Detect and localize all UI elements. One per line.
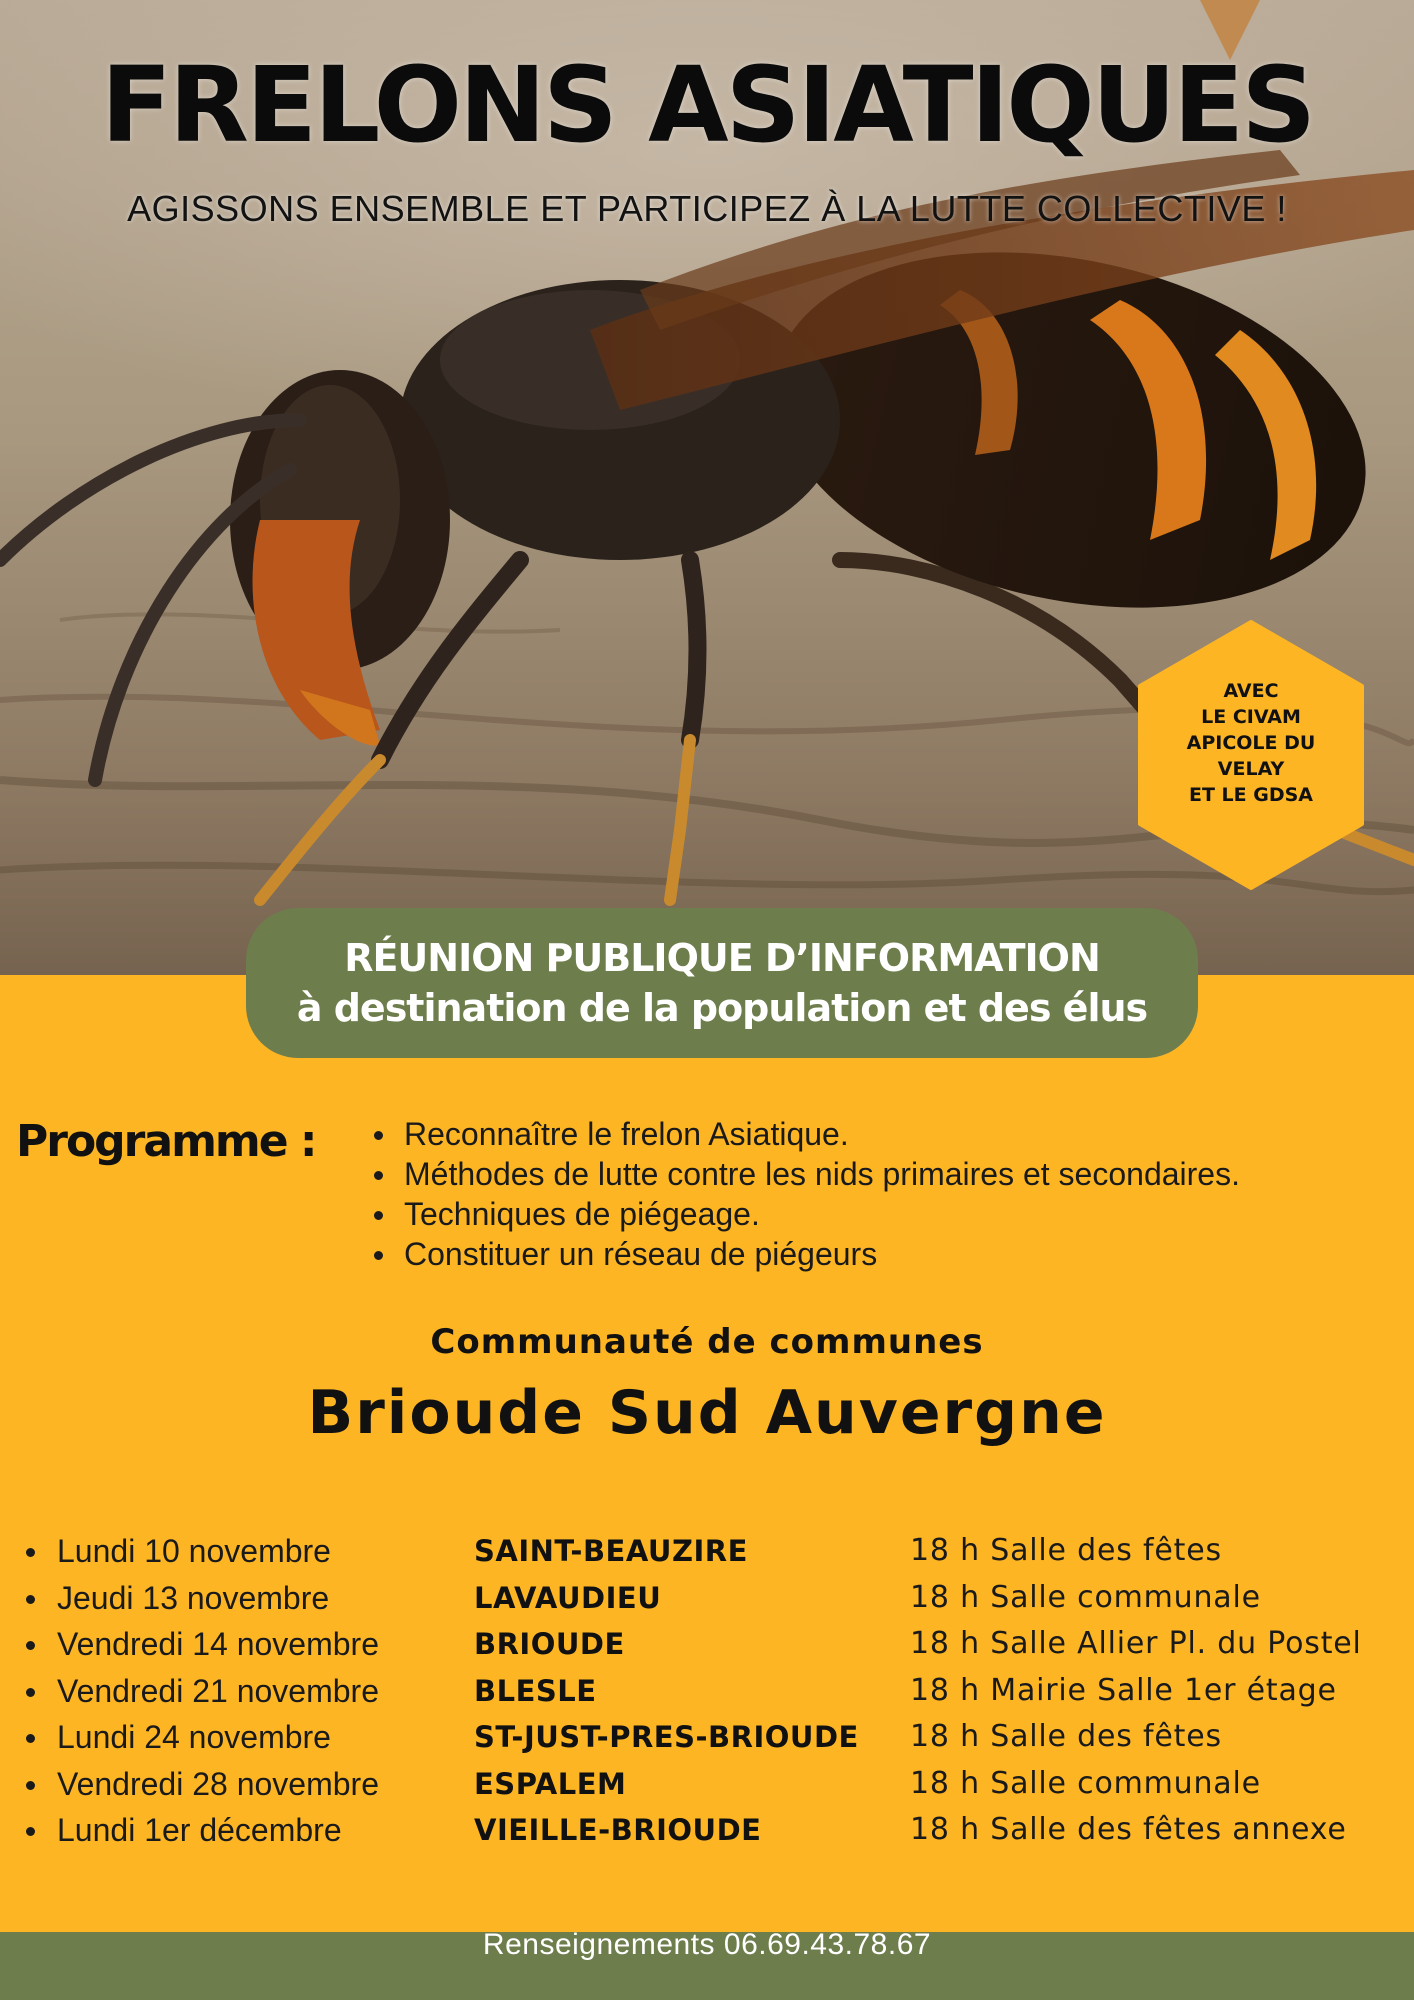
schedule-town: BRIOUDE: [474, 1627, 625, 1661]
schedule-date: Lundi 24 novembre: [57, 1719, 331, 1755]
programme-label: Programme :: [16, 1116, 316, 1167]
schedule-town: VIEILLE-BRIOUDE: [474, 1813, 762, 1847]
schedule-date: Vendredi 21 novembre: [57, 1672, 379, 1709]
programme-item: Méthodes de lutte contre les nids primaires et secondaires.: [370, 1154, 1240, 1194]
schedule-town: SAINT-BEAUZIRE: [474, 1534, 748, 1568]
schedule-date: Lundi 10 novembre: [57, 1533, 331, 1569]
banner-heading: RÉUNION PUBLIQUE D’INFORMATION: [344, 936, 1100, 980]
programme-item: Techniques de piégeage.: [370, 1194, 1240, 1234]
schedule-town: ESPALEM: [474, 1766, 627, 1801]
schedule-time-place: 18 h Salle des fêtes: [910, 1533, 1222, 1568]
schedule-town: BLESLE: [474, 1673, 597, 1708]
meeting-banner: [246, 908, 1198, 1058]
organizer-label: Communauté de communes: [430, 1322, 984, 1362]
poster-title: FRELONS ASIATIQUES: [100, 44, 1314, 166]
schedule-time-place: 18 h Salle communale: [910, 1765, 1261, 1801]
partner-badge: [1136, 678, 1366, 808]
poster-subtitle: AGISSONS ENSEMBLE ET PARTICIPEZ À LA LUTTE COLLECTIVE !: [127, 188, 1287, 229]
partner-badge-line: VELAY: [1217, 758, 1285, 780]
schedule-town: ST-JUST-PRES-BRIOUDE: [474, 1720, 859, 1754]
schedule-date: Jeudi 13 novembre: [57, 1579, 330, 1616]
schedule-time-place: 18 h Salle des fêtes: [910, 1719, 1222, 1754]
schedule-date: Vendredi 28 novembre: [57, 1765, 379, 1802]
programme-item: Constituer un réseau de piégeurs: [370, 1234, 1240, 1274]
programme-item: Reconnaître le frelon Asiatique.: [370, 1114, 1240, 1154]
banner-subheading: à destination de la population et des élus: [296, 986, 1148, 1030]
schedule-time-place: 18 h Salle communale: [910, 1579, 1261, 1615]
partner-badge-line: APICOLE DU: [1186, 732, 1316, 754]
footer-contact: Renseignements 06.69.43.78.67: [482, 1928, 932, 1961]
schedule-date: Vendredi 14 novembre: [57, 1626, 379, 1662]
schedule-time-place: 18 h Salle des fêtes annexe: [910, 1812, 1347, 1847]
schedule-date: Lundi 1er décembre: [57, 1812, 342, 1848]
organizer-name: Brioude Sud Auvergne: [307, 1378, 1107, 1448]
partner-badge-line: AVEC: [1223, 680, 1279, 702]
schedule-time-place: 18 h Salle Allier Pl. du Postel: [910, 1626, 1362, 1661]
schedule-town: LAVAUDIEU: [474, 1580, 662, 1615]
programme-list: [370, 1114, 1240, 1274]
partner-badge-line: ET LE GDSA: [1188, 784, 1313, 806]
partner-badge-line: LE CIVAM: [1201, 706, 1301, 728]
schedule-time-place: 18 h Mairie Salle 1er étage: [910, 1672, 1337, 1708]
